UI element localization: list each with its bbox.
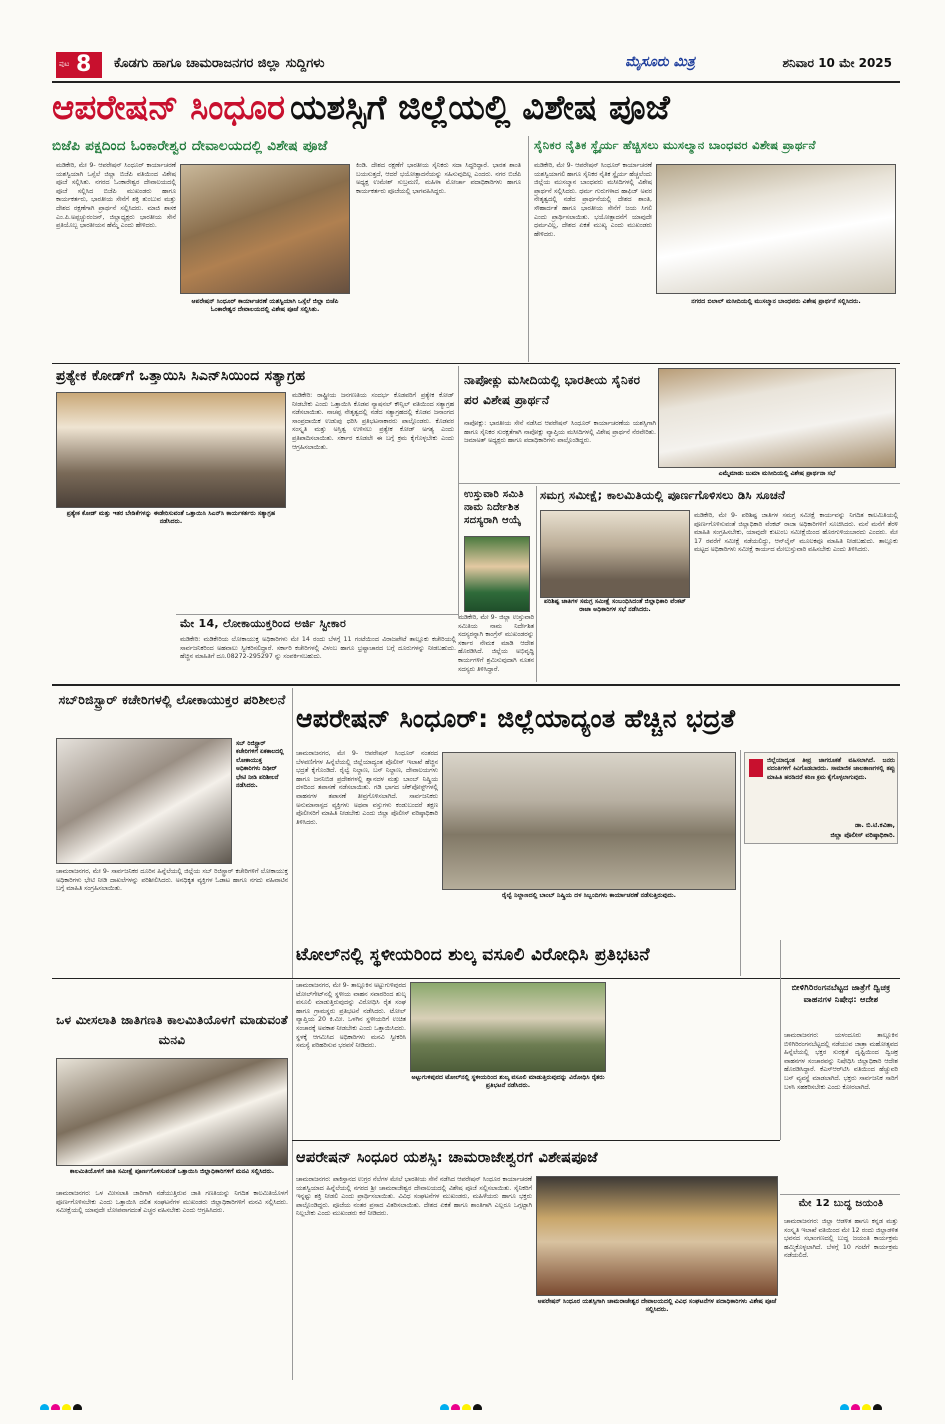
- story1-body-left: ಮಡಿಕೇರಿ, ಮೇ 9- ಆಪರೇಷನ್ ಸಿಂಧೂರ್ ಕಾರ್ಯಾಚರಣೆ ಯಶಸ್ವಿಯಾಗಿ ಒಸ್ಸೆಲೆ ಜಿಲ್ಲಾ ಬಿಜೆಪಿ ವತಿಯಿಂದ ವಿಶೇಷ ಪೂಜೆ ಸಲ್ಲಿಸಿತು. ನಗರದ ಓಂಕಾರೇಶ್ವರ ದೇವಾಲಯದಲ್ಲಿ ಪೂಜೆ ಸಲ್ಲಿಸಿದ ಬಿಜೆಪಿ ಮುಖಂಡರು ಹಾಗೂ ಕಾರ್ಯಕರ್ತರು, ಭಾರತೀಯ ಸೇನೆಗೆ ಶಕ್ತಿ ತುಂಬುವ ಮತ್ತು ದೇಶದ ರಕ್ಷಣೆಗಾಗಿ ಪ್ರಾರ್ಥನೆ ಸಲ್ಲಿಸಿದರು. ಮಾಜಿ ಶಾಸಕ ಎಂ.ಪಿ.ಅಪ್ಪಚ್ಚುರಂಜನ್, ಜಿಲ್ಲಾಧ್ಯಕ್ಷರು ಭಾರತೀಯ ಸೇನೆ ಪ್ರತಿಯೊಬ್ಬ ಭಾರತೀಯನ ಹೆಮ್ಮೆ ಎಂದು ಹೇಳಿದರು.: [56, 162, 176, 230]
- story6-body-left: [540, 616, 690, 682]
- story3-photo: [56, 392, 286, 508]
- story7-body: ಮಡಿಕೇರಿ: ಮಡಿಕೇರಿಯ ಲೋಕಾಯುಕ್ತ ಅಧಿಕಾರಿಗಳು ಮೇ 14 ರಂದು ಬೆಳಗ್ಗೆ 11 ಗಂಟೆಯಿಂದ ವಿರಾಜಪೇಟೆ ತಾಲ್ಲೂಕು ಕಚೇರಿಯಲ್ಲಿ ಸಾರ್ವಜನಿಕರಿಂದ ಅಹವಾಲು ಸ್ವೀಕರಿಸಲಿದ್ದಾರೆ. ಸರ್ಕಾರಿ ಕಚೇರಿಗಳಲ್ಲಿ ವಿಳಂಬ ಹಾಗೂ ಭ್ರಷ್ಟಾಚಾರದ ಬಗ್ಗೆ ದೂರುಗಳನ್ನು ನೀಡಬಹುದು. ಹೆಚ್ಚಿನ ಮಾಹಿತಿಗೆ ದೂ.08272-295297 ನ್ನು ಸಂಪರ್ಕಿಸಬಹುದು.: [180, 636, 456, 661]
- story1-caption: ಆಪರೇಷನ್ ಸಿಂಧೂರ್ ಕಾರ್ಯಾಚರಣೆ ಯಶಸ್ವಿಯಾಗಿ ಒಸ್ಸೆಲೆ ಜಿಲ್ಲಾ ಬಿಜೆಪಿ ಓಂಕಾರೇಶ್ವರ ದೇವಾಲಯದಲ್ಲಿ ವಿಶೇಷ ಪೂಜೆ ಸಲ್ಲಿಸಿತು.: [191, 298, 339, 313]
- divider-top-middle: [528, 136, 529, 362]
- story5-photo: [464, 536, 530, 612]
- divider-row2-c: [536, 486, 537, 682]
- story9-caption: ರೈಲ್ವೆ ನಿಲ್ದಾಣದಲ್ಲಿ ಬಾಂಬ್ ನಿಷ್ಕ್ರಿಯ ದಳ ಸಿಬ್ಬಂದಿಗಳು ಕಾರ್ಯಾಚರಣೆ ನಡೆಸುತ್ತಿರುವುದು.: [502, 892, 676, 899]
- banner-headline: [52, 84, 900, 132]
- story1-photo: [180, 164, 350, 294]
- story2-body: ಮಡಿಕೇರಿ, ಮೇ 9- ಆಪರೇಷನ್ ಸಿಂಧೂರ್ ಕಾರ್ಯಾಚರಣೆ ಯಶಸ್ವಿಯಾಗಲಿ ಹಾಗೂ ಸೈನಿಕರ ನೈತಿಕ ಸ್ಥೈರ್ಯ ಹೆಚ್ಚಲೆಂದು ಜಿಲ್ಲೆಯ ಮುಸಲ್ಮಾನ ಬಾಂಧವರು ಮಸೀದಿಗಳಲ್ಲಿ ವಿಶೇಷ ಪ್ರಾರ್ಥನೆ ಸಲ್ಲಿಸಿದರು. ಧರ್ಮ ಗುರುಗಳಾದ ಹಾಫಿಜ್ ಅವರ ನೇತೃತ್ವದಲ್ಲಿ ನಡೆದ ಪ್ರಾರ್ಥನೆಯಲ್ಲಿ ದೇಶದ ಶಾಂತಿ, ಸೌಹಾರ್ದತೆ ಹಾಗೂ ಭಾರತೀಯ ಸೇನೆಗೆ ಜಯ ಸಿಗಲಿ ಎಂದು ಪ್ರಾರ್ಥಿಸಲಾಯಿತು. ಭಯೋತ್ಪಾದನೆಗೆ ಯಾವುದೇ ಧರ್ಮವಿಲ್ಲ, ದೇಶದ ಏಕತೆ ಮುಖ್ಯ ಎಂದು ಮುಖಂಡರು ಹೇಳಿದರು.: [534, 162, 652, 238]
- quote-name: ಡಾ. ಬಿ.ಟಿ.ಕವಿತಾ,: [854, 821, 895, 829]
- divider-row4: [52, 978, 900, 979]
- story4-caption: ಎಮ್ಮೆಮಾಡು ಜುಮಾ ಮಸೀದಿಯಲ್ಲಿ ವಿಶೇಷ ಪ್ರಾರ್ಥನಾ ಸಭೆ: [718, 470, 836, 477]
- divider-story14: [780, 1194, 900, 1195]
- story9-body: ಚಾಮರಾಜನಗರ, ಮೇ 9- ಆಪರೇಷನ್ ಸಿಂಧೂರ್ ನಂತರದ ಬೆಳವಣಿಗೆಗಳ ಹಿನ್ನೆಲೆಯಲ್ಲಿ ಜಿಲ್ಲೆಯಾದ್ಯಂತ ಪೊಲೀಸ್ ಇಲಾಖೆ ಹೆಚ್ಚಿನ ಭದ್ರತೆ ಕೈಗೊಂಡಿದೆ. ರೈಲ್ವೆ ನಿಲ್ದಾಣ, ಬಸ್ ನಿಲ್ದಾಣ, ದೇವಾಲಯಗಳು ಹಾಗೂ ಜನನಿಬಿಡ ಪ್ರದೇಶಗಳಲ್ಲಿ ಶ್ವಾನದಳ ಮತ್ತು ಬಾಂಬ್ ನಿಷ್ಕ್ರಿಯ ದಳದಿಂದ ತಪಾಸಣೆ ನಡೆಸಲಾಯಿತು. ಗಡಿ ಭಾಗದ ಚೆಕ್‌ಪೋಸ್ಟ್‌ಗಳಲ್ಲಿ ವಾಹನಗಳ ತಪಾಸಣೆ ತೀವ್ರಗೊಳಿಸಲಾಗಿದೆ. ಸಾರ್ವಜನಿಕರು ಅನುಮಾನಾಸ್ಪದ ವ್ಯಕ್ತಿಗಳು ಅಥವಾ ವಸ್ತುಗಳು ಕಂಡುಬಂದರೆ ತಕ್ಷಣ ಪೊಲೀಸರಿಗೆ ಮಾಹಿತಿ ನೀಡಬೇಕು ಎಂದು ಜಿಲ್ಲಾ ಪೊಲೀಸ್ ವರಿಷ್ಠಾಧಿಕಾರಿ ತಿಳಿಸಿದರು.: [296, 750, 438, 826]
- banner-headline-black: ಯಶಸ್ಸಿಗೆ ಜಿಲ್ಲೆಯಲ್ಲಿ ವಿಶೇಷ ಪೂಜೆ: [290, 88, 670, 128]
- page-number: 8: [76, 52, 92, 77]
- section-title: ಕೊಡಗು ಹಾಗೂ ಚಾಮರಾಜನಗರ ಜಿಲ್ಲಾ ಸುದ್ದಿಗಳು: [114, 56, 325, 71]
- story8-headline: ಸಬ್‌ರಿಜಿಸ್ಟ್ರಾರ್ ಕಚೇರಿಗಳಲ್ಲಿ ಲೋಕಾಯುಕ್ತರ ಪರಿಶೀಲನೆ: [58, 692, 286, 707]
- masthead: ಮೈಸೂರು ಮಿತ್ರ: [625, 54, 695, 70]
- registration-marks-center: [440, 1398, 510, 1410]
- story2-body-cont: [656, 310, 896, 360]
- story9-quote-box: [744, 752, 898, 844]
- header-bar: [52, 46, 900, 82]
- registration-marks-left: [40, 1398, 110, 1410]
- story12-headline: ಒಳ ಮೀಸಲಾತಿ ಜಾತಿಗಣತಿ ಕಾಲಮಿತಿಯೊಳಗೆ ಮಾಡುವಂತೆ ಮನವಿ: [56, 1013, 288, 1047]
- story11-headline: ಬೀಳಿಗಿರಿರಂಗನಬೆಟ್ಟದ ಜಾತ್ರೆಗೆ ದ್ವಿಚಕ್ರ ವಾಹನಗಳ ನಿಷೇಧ: ಆದೇಶ: [791, 983, 891, 1004]
- registration-marks-right: [840, 1398, 910, 1410]
- story2-caption: ನಗರದ ಬಿಲಾಲ್ ಮಸೀದಿಯಲ್ಲಿ ಮುಸಲ್ಮಾನ ಬಾಂಧವರು ವಿಶೇಷ ಪ್ರಾರ್ಥನೆ ಸಲ್ಲಿಸಿದರು.: [691, 298, 861, 305]
- story6-headline: ಸಮಗ್ರ ಸಮೀಕ್ಷೆ; ಕಾಲಮಿತಿಯಲ್ಲಿ ಪೂರ್ಣಗೊಳಿಸಲು ಡಿಸಿ ಸೂಚನೆ: [540, 488, 786, 502]
- story4-photo: [658, 368, 896, 468]
- divider-row1: [52, 363, 900, 364]
- story2-photo: [656, 164, 896, 294]
- story4-headline: ನಾಪೋಕ್ಲು ಮಸೀದಿಯಲ್ಲಿ ಭಾರತೀಯ ಸೈನಿಕರ ಪರ ವಿಶೇಷ ಪ್ರಾರ್ಥನೆ: [464, 373, 641, 407]
- story9-headline: ಆಪರೇಷನ್ ಸಿಂಧೂರ್: ಜಿಲ್ಲೆಯಾದ್ಯಂತ ಹೆಚ್ಚಿನ ಭದ್ರತೆ: [296, 704, 736, 733]
- story1-body-right: ಕಿಂಡಿ. ದೇಶದ ರಕ್ಷಣೆಗೆ ಭಾರತೀಯ ಸೈನಿಕರು ಸದಾ ಸಿದ್ಧರಿದ್ದಾರೆ. ಭಾರತ ಶಾಂತಿ ಬಯಸುತ್ತದೆ, ಆದರೆ ಭಯೋತ್ಪಾದನೆಯನ್ನು ಸಹಿಸುವುದಿಲ್ಲ ಎಂದರು. ನಗರ ಬಿಜೆಪಿ ಅಧ್ಯಕ್ಷ ಉಮೇಶ್ ಸುಬ್ರಮಣಿ, ಮಹಿಳಾ ಮೋರ್ಚಾ ಪದಾಧಿಕಾರಿಗಳು ಹಾಗೂ ಕಾರ್ಯಕರ್ತರು ಪೂಜೆಯಲ್ಲಿ ಭಾಗವಹಿಸಿದ್ದರು.: [356, 162, 521, 195]
- story9-photo: [442, 752, 736, 890]
- story4-body: ನಾಪೋಕ್ಲು: ಭಾರತೀಯ ಸೇನೆ ನಡೆಸಿದ ಆಪರೇಷನ್ ಸಿಂಧೂರ್ ಕಾರ್ಯಾಚರಣೆಯ ಯಶಸ್ಸಿಗಾಗಿ ಹಾಗೂ ಸೈನಿಕರ ಸುರಕ್ಷತೆಗಾಗಿ ನಾಪೋಕ್ಲು ವ್ಯಾಪ್ತಿಯ ಮಸೀದಿಗಳಲ್ಲಿ ವಿಶೇಷ ಪ್ರಾರ್ಥನೆ ನೆರವೇರಿತು. ಜಮಾಅತ್ ಅಧ್ಯಕ್ಷರು ಹಾಗೂ ಪದಾಧಿಕಾರಿಗಳು ಪಾಲ್ಗೊಂಡಿದ್ದರು.: [464, 420, 656, 445]
- story3-caption: ಪ್ರತ್ಯೇಕ ಕೋಡ್ ಮತ್ತು ಇತರ ಬೇಡಿಕೆಗಳನ್ನು ಈಡೇರಿಸುವಂತೆ ಒತ್ತಾಯಿಸಿ ಸಿಎನ್‌ಸಿ ಕಾರ್ಯಕರ್ತರು ಸತ್ಯಾಗ್ರಹ ನಡೆಸಿದರು.: [66, 510, 276, 525]
- divider-row2-a: [458, 366, 459, 616]
- story12-photo: [56, 1058, 288, 1166]
- divider-row2-b: [458, 483, 900, 484]
- story8-body-lower: [56, 980, 288, 1008]
- story10-body-cont: [610, 982, 778, 1128]
- issue-date: ಶನಿವಾರ 10 ಮೇ 2025: [782, 56, 892, 70]
- story14-headline: ಮೇ 12 ಬುದ್ಧ ಜಯಂತಿ: [798, 1198, 884, 1209]
- story14-body: ಚಾಮರಾಜನಗರ: ಜಿಲ್ಲಾ ಆಡಳಿತ ಹಾಗೂ ಕನ್ನಡ ಮತ್ತು ಸಂಸ್ಕೃತಿ ಇಲಾಖೆ ವತಿಯಿಂದ ಮೇ 12 ರಂದು ಜಿಲ್ಲಾಡಳಿತ ಭವನದ ಸಭಾಂಗಣದಲ್ಲಿ ಬುದ್ಧ ಜಯಂತಿ ಕಾರ್ಯಕ್ರಮ ಹಮ್ಮಿಕೊಳ್ಳಲಾಗಿದೆ. ಬೆಳಗ್ಗೆ 10 ಗಂಟೆಗೆ ಕಾರ್ಯಕ್ರಮ ನಡೆಯಲಿದೆ.: [784, 1218, 898, 1260]
- story2-headline: ಸೈನಿಕರ ನೈತಿಕ ಸ್ಥೈರ್ಯ ಹೆಚ್ಚಿಸಲು ಮುಸಲ್ಮಾನ ಬಾಂಧವರ ವಿಶೇಷ ಪ್ರಾರ್ಥನೆ: [534, 138, 816, 152]
- story12-body: ಚಾಮರಾಜನಗರ: ಒಳ ಮೀಸಲಾತಿ ಜಾರಿಗಾಗಿ ನಡೆಯುತ್ತಿರುವ ಜಾತಿ ಗಣತಿಯನ್ನು ನಿಗದಿತ ಕಾಲಮಿತಿಯೊಳಗೆ ಪೂರ್ಣಗೊಳಿಸಬೇಕು ಎಂದು ಒತ್ತಾಯಿಸಿ ದಲಿತ ಸಂಘಟನೆಗಳ ಮುಖಂಡರು ಜಿಲ್ಲಾಧಿಕಾರಿಗಳಿಗೆ ಮನವಿ ಸಲ್ಲಿಸಿದರು. ಸಮೀಕ್ಷೆಯಲ್ಲಿ ಯಾವುದೇ ಲೋಪವಾಗದಂತೆ ಎಚ್ಚರ ವಹಿಸಬೇಕು ಎಂದು ಆಗ್ರಹಿಸಿದರು.: [56, 1190, 288, 1215]
- page-label: ಪುಟ: [59, 60, 70, 68]
- story13-body: ಚಾಮರಾಜನಗರ: ಪಾಕಿಸ್ತಾನದ ಉಗ್ರರ ನೆಲೆಗಳ ಮೇಲೆ ಭಾರತೀಯ ಸೇನೆ ನಡೆಸಿದ ಆಪರೇಷನ್ ಸಿಂಧೂರ ಕಾರ್ಯಾಚರಣೆ ಯಶಸ್ವಿಯಾದ ಹಿನ್ನೆಲೆಯಲ್ಲಿ ನಗರದ ಶ್ರೀ ಚಾಮರಾಜೇಶ್ವರ ದೇವಾಲಯದಲ್ಲಿ ವಿಶೇಷ ಪೂಜೆ ಸಲ್ಲಿಸಲಾಯಿತು. ಸೈನಿಕರಿಗೆ ಇನ್ನಷ್ಟು ಶಕ್ತಿ ನೀಡಲಿ ಎಂದು ಪ್ರಾರ್ಥಿಸಲಾಯಿತು. ವಿವಿಧ ಸಂಘಟನೆಗಳ ಮುಖಂಡರು, ಮಹಿಳೆಯರು ಹಾಗೂ ಭಕ್ತರು ಪಾಲ್ಗೊಂಡಿದ್ದರು. ಪೂಜೆಯ ನಂತರ ಪ್ರಸಾದ ವಿತರಿಸಲಾಯಿತು. ದೇಶದ ಏಕತೆ ಹಾಗೂ ಶಾಂತಿಗಾಗಿ ಎಲ್ಲರೂ ಒಗ್ಗಟ್ಟಾಗಿ ನಿಲ್ಲಬೇಕು ಎಂದು ಮುಖಂಡರು ಕರೆ ನೀಡಿದರು.: [296, 1176, 532, 1218]
- divider-story12: [292, 980, 293, 1380]
- story13-headline: ಆಪರೇಷನ್ ಸಿಂಧೂರ ಯಶಸ್ಸಿ: ಚಾಮರಾಜೇಶ್ವರಗೆ ವಿಶೇಷಪೂಜೆ: [296, 1150, 598, 1166]
- story5-long: ಮಡಿಕೇರಿ, ಮೇ 9- ಜಿಲ್ಲಾ ಉಸ್ತುವಾರಿ ಸಮಿತಿಯ ನಾಮ ನಿರ್ದೇಶಿತ ಸದಸ್ಯರನ್ನಾಗಿ ಕಾಂಗ್ರೆಸ್ ಮುಖಂಡರನ್ನು ಸರ್ಕಾರ ನೇಮಕ ಮಾಡಿ ಆದೇಶ ಹೊರಡಿಸಿದೆ. ಜಿಲ್ಲೆಯ ಅಭಿವೃದ್ಧಿ ಕಾರ್ಯಗಳಿಗೆ ಶ್ರಮಿಸುವುದಾಗಿ ನೂತನ ಸದಸ್ಯರು ತಿಳಿಸಿದ್ದಾರೆ.: [458, 614, 534, 673]
- divider-story8: [292, 688, 293, 978]
- story10-photo: [410, 982, 606, 1072]
- header-rule: [52, 81, 900, 83]
- story5-headline: ಉಸ್ತುವಾರಿ ಸಮಿತಿ ನಾಮ ನಿರ್ದೇಶಿತ ಸದಸ್ಯರಾಗಿ ಆಯ್ಕೆ: [464, 489, 524, 526]
- story3-body-cont: [56, 530, 286, 614]
- story13-caption: ಆಪರೇಷನ್ ಸಿಂಧೂರ ಯಶಸ್ಸಿಗಾಗಿ ಚಾಮರಾಜೇಶ್ವರ ದೇವಾಲಯದಲ್ಲಿ ವಿವಿಧ ಸಂಘಟನೆಗಳ ಪದಾಧಿಕಾರಿಗಳು ವಿಶೇಷ ಪೂಜೆ ಸಲ್ಲಿಸಿದರು.: [537, 1298, 777, 1313]
- story6-body: ಮಡಿಕೇರಿ, ಮೇ 9- ಪರಿಶಿಷ್ಟ ಜಾತಿಗಳ ಸಮಗ್ರ ಸಮೀಕ್ಷೆ ಕಾರ್ಯವನ್ನು ನಿಗದಿತ ಕಾಲಮಿತಿಯಲ್ಲಿ ಪೂರ್ಣಗೊಳಿಸುವಂತೆ ಜಿಲ್ಲಾಧಿಕಾರಿ ವೆಂಕಟ್ ರಾಜಾ ಅಧಿಕಾರಿಗಳಿಗೆ ಸೂಚಿಸಿದರು. ಮನೆ ಮನೆಗೆ ತೆರಳಿ ಮಾಹಿತಿ ಸಂಗ್ರಹಿಸಬೇಕು, ಯಾವುದೇ ಕುಟುಂಬ ಸಮೀಕ್ಷೆಯಿಂದ ಹೊರಗುಳಿಯಬಾರದು ಎಂದರು. ಮೇ 17 ರವರೆಗೆ ಸಮೀಕ್ಷೆ ನಡೆಯಲಿದ್ದು, ಆನ್‌ಲೈನ್ ಮೂಲಕವೂ ಮಾಹಿತಿ ನೀಡಬಹುದು. ತಾಲ್ಲೂಕು ಮಟ್ಟದ ಅಧಿಕಾರಿಗಳು ಸಮೀಕ್ಷೆ ಕಾರ್ಯದ ಮೇಲುಸ್ತುವಾರಿ ವಹಿಸಬೇಕು ಎಂದು ತಿಳಿಸಿದರು.: [694, 512, 898, 554]
- section-separator: [52, 684, 900, 686]
- story10-caption: ಅಟ್ಟುಗುಳಿಪುರದ ಟೋಲ್‌ನಲ್ಲಿ ಸ್ಥಳೀಯರಿಂದ ಶುಲ್ಕ ವಸೂಲಿ ಮಾಡುತ್ತಿರುವುದನ್ನು ವಿರೋಧಿಸಿ ರೈತರು ಪ್ರತಿಭಟನೆ ನಡೆಸಿದರು.: [411, 1074, 605, 1089]
- story8-caption: ಸಬ್ ರಿಜಿಸ್ಟ್ರಾರ್ ಕಚೇರಿಗಳಿಗೆ ಏಕಕಾಲದಲ್ಲಿ ಲೋಕಾಯುಕ್ತ ಅಧಿಕಾರಿಗಳು ದಿಢೀರ್ ಭೇಟಿ ನೀಡಿ ಪರಿಶೀಲನೆ ನಡೆಸಿದರು.: [236, 740, 284, 790]
- story6-photo: [540, 510, 690, 598]
- quote-text: ಜಿಲ್ಲೆಯಾದ್ಯಂತ ತೀವ್ರ ಜಾಗರೂಕತೆ ವಹಿಸಲಾಗಿದೆ. ಜನರು ವದಂತಿಗಳಿಗೆ ಕಿವಿಗೊಡಬಾರದು. ಸಾಮಾಜಿಕ ಜಾಲತಾಣಗಳಲ್ಲಿ ತಪ್ಪು ಮಾಹಿತಿ ಹರಡಿದರೆ ಕಠಿಣ ಕ್ರಮ ಕೈಗೊಳ್ಳಲಾಗುವುದು.: [767, 757, 895, 781]
- story7-headline: ಮೇ 14, ಲೋಕಾಯುಕ್ತರಿಂದ ಅರ್ಜಿ ಸ್ವೀಕಾರ: [180, 617, 347, 630]
- quote-role: ಜಿಲ್ಲಾ ಪೊಲೀಸ್ ವರಿಷ್ಠಾಧಿಕಾರಿ.: [830, 831, 895, 839]
- story3-body-lower: [56, 614, 174, 680]
- page-number-box: [56, 52, 102, 78]
- divider-story13: [292, 1140, 780, 1141]
- story3-headline: ಪ್ರತ್ಯೇಕ ಕೋಡ್‌ಗೆ ಒತ್ತಾಯಿಸಿ ಸಿಎನ್‌ಸಿಯಿಂದ ಸತ್ಯಾಗ್ರಹ: [56, 368, 306, 384]
- story6-caption: ಪರಿಶಿಷ್ಟ ಜಾತಿಗಳ ಸಮಗ್ರ ಸಮೀಕ್ಷೆ ಸಂಬಂಧಿಸಿದಂತೆ ಜಿಲ್ಲಾಧಿಕಾರಿ ವೆಂಕಟ್ ರಾಜಾ ಅಧಿಕಾರಿಗಳ ಸಭೆ ನಡೆಸಿದರು.: [544, 598, 686, 613]
- story8-photo: [56, 738, 232, 864]
- divider-story7: [176, 614, 458, 615]
- story11-body: ಚಾಮರಾಜನಗರ: ಯಳಂದೂರು ತಾಲ್ಲೂಕಿನ ಬಿಳಿಗಿರಿರಂಗನಬೆಟ್ಟದಲ್ಲಿ ನಡೆಯುವ ಜಾತ್ರಾ ಮಹೋತ್ಸವದ ಹಿನ್ನೆಲೆಯಲ್ಲಿ ಭಕ್ತರ ಸುರಕ್ಷತೆ ದೃಷ್ಟಿಯಿಂದ ದ್ವಿಚಕ್ರ ವಾಹನಗಳ ಸಂಚಾರವನ್ನು ನಿಷೇಧಿಸಿ ಜಿಲ್ಲಾಧಿಕಾರಿ ಆದೇಶ ಹೊರಡಿಸಿದ್ದಾರೆ. ಕೆಎಸ್‌ಆರ್‌ಟಿಸಿ ವತಿಯಿಂದ ಹೆಚ್ಚುವರಿ ಬಸ್ ವ್ಯವಸ್ಥೆ ಮಾಡಲಾಗಿದೆ. ಭಕ್ತರು ಸಾರ್ವಜನಿಕ ಸಾರಿಗೆ ಬಳಸಿ ಸಹಕರಿಸಬೇಕು ಎಂದು ಕೋರಲಾಗಿದೆ.: [784, 1032, 898, 1091]
- divider-story10: [780, 940, 781, 1140]
- quote-portrait: [749, 759, 763, 777]
- story8-body: ಚಾಮರಾಜನಗರ, ಮೇ 9- ಸಾರ್ವಜನಿಕರ ದೂರಿನ ಹಿನ್ನೆಲೆಯಲ್ಲಿ ಜಿಲ್ಲೆಯ ಸಬ್ ರಿಜಿಸ್ಟ್ರಾರ್ ಕಚೇರಿಗಳಿಗೆ ಲೋಕಾಯುಕ್ತ ಅಧಿಕಾರಿಗಳು ಭೇಟಿ ನೀಡಿ ದಾಖಲೆಗಳನ್ನು ಪರಿಶೀಲಿಸಿದರು. ಅನಧಿಕೃತ ವ್ಯಕ್ತಿಗಳ ಓಡಾಟ ಹಾಗೂ ನಗದು ವಹಿವಾಟಿನ ಬಗ್ಗೆ ಮಾಹಿತಿ ಸಂಗ್ರಹಿಸಲಾಯಿತು.: [56, 868, 288, 893]
- banner-headline-red: ಆಪರೇಷನ್ ಸಿಂಧೂರ: [52, 88, 286, 128]
- story1-headline: ಬಿಜೆಪಿ ಪಕ್ಷದಿಂದ ಓಂಕಾರೇಶ್ವರ ದೇವಾಲಯದಲ್ಲಿ ವಿಶೇಷ ಪೂಜೆ: [52, 138, 328, 154]
- story10-headline: ಟೋಲ್‌ನಲ್ಲಿ ಸ್ಥಳೀಯರಿಂದ ಶುಲ್ಕ ವಸೂಲಿ ವಿರೋಧಿಸಿ ಪ್ರತಿಭಟನೆ: [296, 945, 650, 965]
- story10-body: ಚಾಮರಾಜನಗರ, ಮೇ 9- ತಾಲ್ಲೂಕಿನ ಅಟ್ಟುಗುಳಿಪುರದ ಟೋಲ್‌ಗೇಟ್‌ನಲ್ಲಿ ಸ್ಥಳೀಯ ವಾಹನ ಸವಾರರಿಂದ ಶುಲ್ಕ ವಸೂಲಿ ಮಾಡುತ್ತಿರುವುದನ್ನು ವಿರೋಧಿಸಿ ರೈತ ಸಂಘ ಹಾಗೂ ಗ್ರಾಮಸ್ಥರು ಪ್ರತಿಭಟನೆ ನಡೆಸಿದರು. ಟೋಲ್ ವ್ಯಾಪ್ತಿಯ 20 ಕಿ.ಮೀ. ಒಳಗಿನ ಸ್ಥಳೀಯರಿಗೆ ಉಚಿತ ಸಂಚಾರಕ್ಕೆ ಅವಕಾಶ ನೀಡಬೇಕು ಎಂದು ಒತ್ತಾಯಿಸಿದರು. ಸ್ಥಳಕ್ಕೆ ಆಗಮಿಸಿದ ಅಧಿಕಾರಿಗಳು ಮನವಿ ಸ್ವೀಕರಿಸಿ ಸಮಸ್ಯೆ ಪರಿಹರಿಸುವ ಭರವಸೆ ನೀಡಿದರು.: [296, 982, 406, 1050]
- story12-caption: ಕಾಲಮಿತಿಯೊಳಗೆ ಜಾತಿ ಸಮೀಕ್ಷೆ ಪೂರ್ಣಗೊಳಿಸುವಂತೆ ಒತ್ತಾಯಿಸಿ ಜಿಲ್ಲಾಧಿಕಾರಿಗಳಿಗೆ ಮನವಿ ಸಲ್ಲಿಸಿದರು.: [69, 1168, 275, 1175]
- story13-body-cont: [536, 1318, 778, 1382]
- story3-body: ಮಡಿಕೇರಿ: ರಾಷ್ಟ್ರೀಯ ಜನಗಣತಿಯ ಸಂದರ್ಭ ಕೊಡವರಿಗೆ ಪ್ರತ್ಯೇಕ ಕೋಡ್ ನೀಡಬೇಕು ಎಂದು ಒತ್ತಾಯಿಸಿ ಕೊಡವ ನ್ಯಾಷನಲ್ ಕೌನ್ಸಿಲ್ ವತಿಯಿಂದ ಸತ್ಯಾಗ್ರಹ ನಡೆಸಲಾಯಿತು. ನಾಚಪ್ಪ ನೇತೃತ್ವದಲ್ಲಿ ನಡೆದ ಸತ್ಯಾಗ್ರಹದಲ್ಲಿ ಕೊಡವ ಜನಾಂಗದ ಸಾಂಪ್ರದಾಯಿಕ ಉಡುಪು ಧರಿಸಿ ಪ್ರತಿಭಟನಾಕಾರರು ಪಾಲ್ಗೊಂಡರು. ಕೊಡವರ ಸಂಸ್ಕೃತಿ ಮತ್ತು ಅಸ್ತಿತ್ವ ಉಳಿಸಲು ಪ್ರತ್ಯೇಕ ಕೋಡ್ ಅಗತ್ಯ ಎಂದು ಪ್ರತಿಪಾದಿಸಲಾಯಿತು. ಸರ್ಕಾರ ಕೂಡಲೇ ಈ ಬಗ್ಗೆ ಕ್ರಮ ಕೈಗೊಳ್ಳಬೇಕು ಎಂದು ಆಗ್ರಹಿಸಲಾಯಿತು.: [292, 392, 454, 451]
- story13-photo: [536, 1176, 778, 1296]
